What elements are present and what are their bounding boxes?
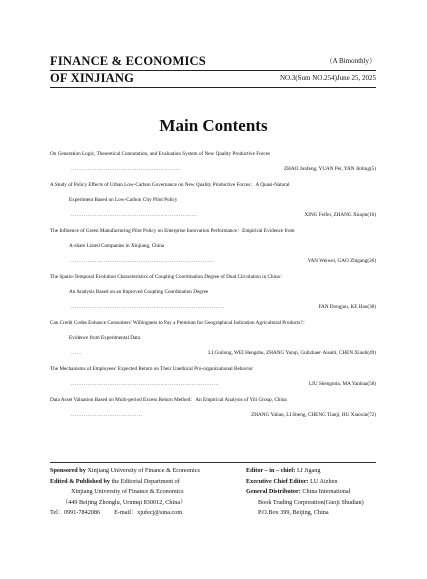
contents-entry: [50, 320, 376, 357]
dot-leader: …………………………………: [71, 412, 143, 418]
author-line: [50, 412, 376, 419]
distributor-label: General Distributor:: [246, 488, 301, 495]
edited-line: [50, 477, 240, 488]
journal-title-line2: OF XINJIANG: [50, 71, 135, 85]
contents-entry: [50, 151, 376, 173]
contents-list: [50, 151, 376, 428]
contents-entry: [50, 366, 376, 388]
dot-leader: ……………………………………………………: [71, 166, 181, 172]
article-title-line: The Spatio-Temporal Evolution Characteristics of Coupling Coordination Degree of Dual Circulation in China：: [50, 274, 286, 280]
authors: LI Guilong, WEI Hengshu, ZHANG Yunqi, Gulizhaer·Aisaiti, CHEN Xiaoli(49): [208, 350, 376, 356]
author-line: [50, 166, 376, 173]
dot-leader: ……………………………………………………………………: [71, 258, 214, 264]
author-line: [50, 212, 376, 219]
article-title-line: A-share Listed Companies in Xinjiang, China: [69, 243, 165, 249]
journal-title-line1: FINANCE & ECONOMICS: [50, 54, 206, 68]
page-title: Main Contents: [159, 116, 268, 135]
article-title-line: Can Credit Codes Enhance Consumers' Willingness to Pay a Premium for Geographical Indication Agricultural Products?：: [50, 320, 308, 326]
masthead-issue-block: [280, 54, 376, 86]
distributor-line: [246, 487, 386, 498]
footer-left: [50, 466, 240, 519]
article-title-line: An Analysis Based on an Improved Coupling Coordination Degree: [69, 289, 209, 295]
authors: FAN Dongjun, KE Hao(38): [318, 304, 376, 310]
exec-editor-value: LU Aizhen: [310, 477, 338, 485]
po-box: P.O.Box 399, Beijing, China: [258, 509, 329, 516]
edited-label: Edited & Published by: [50, 477, 111, 485]
tel: Tel：0991-7842086: [50, 509, 101, 516]
authors: ZHANG Yalian, LI Sheng, CHENG Tianji, HU Xiaoxin(72): [251, 412, 376, 418]
footer-right: [246, 466, 386, 519]
sponsor-line: [50, 466, 240, 477]
article-title-line: A Study of Policy Effects of Urban Low-Carbon Governance on New Quality Productive Forces：A Quasi-Natural: [50, 182, 290, 188]
editor-value: LI Jigang: [296, 467, 321, 474]
dot-leader: ………………………………………………………………………: [71, 381, 220, 387]
contents-entry: [50, 274, 376, 311]
contents-entry: [50, 228, 376, 265]
issue-info: NO.3(Sum NO.254)June 25, 2025: [279, 74, 376, 82]
sponsor-value: Xinjiang University of Finance & Economics: [87, 467, 200, 474]
footer-rule: [50, 462, 376, 463]
dot-leader: ……………………………………………………………: [71, 212, 198, 218]
email: E-mail：xjufecj@sina.com: [114, 509, 183, 516]
article-title-line: Experiment Based on Low-Carbon City Pilot Policy: [69, 197, 178, 203]
author-line: [50, 350, 376, 357]
contact-line: [50, 508, 240, 519]
exec-editor-line: [246, 477, 386, 488]
distributor-value: China International: [302, 488, 351, 495]
article-title-line: Evidence from Experimental Data: [69, 335, 141, 341]
exec-editor-label: Executive Chief Editor:: [246, 477, 309, 485]
publisher-address: （449 Beijing Zhonglu, Urumqi 830012, China）: [62, 498, 187, 506]
authors: ZHAO Junfeng, YUAN Pei, YAN Jinling(5): [284, 166, 376, 172]
editor-label: Editor – in – chief:: [246, 467, 296, 474]
article-title-line: The Influence of Green Manufacturing Pilot Policy on Enterprise Innovation Performance：Empirical Evidence from: [50, 228, 295, 234]
masthead: [50, 54, 376, 86]
authors: XING Feifei, ZHANG Xiuqin(16): [304, 212, 376, 218]
article-title-line: The Mechanisms of Employees' Expected Return on Their Unethical Pro-organizational Behavior: [50, 366, 253, 372]
contents-entry: [50, 182, 376, 219]
authors: LIU Shengmin, MA Yanhua(58): [308, 381, 376, 387]
article-title-line: Data Asset Valuation Based on Multi-period Excess Return Method：An Empirical Analysis of Yili Group, China: [50, 397, 287, 403]
author-line: [50, 258, 376, 265]
article-title-line: On Generation Logic, Theoretical Connotation, and Evaluation System of New Quality Productive Forces: [50, 151, 271, 157]
sponsor-label: Sponsored by: [50, 467, 86, 474]
edited-value: the Editorial Department of: [111, 477, 180, 485]
masthead-rule-bottom: [50, 87, 376, 88]
distributor-name: Book Trading Corporation(Guoji Shudian): [258, 498, 364, 506]
dot-leader: …………………………………………………………………………: [71, 304, 225, 310]
author-line: [50, 304, 376, 311]
editor-line: [246, 466, 386, 477]
publisher-name: Xinjiang University of Finance & Economics: [71, 488, 184, 495]
frequency-label: （A Bimonthly）: [325, 57, 376, 65]
dot-leader: ……: [71, 350, 82, 356]
contents-entry: [50, 397, 376, 419]
author-line: [50, 381, 376, 388]
authors: YAN Weiwei, GAO Zhigang(26): [307, 258, 376, 264]
